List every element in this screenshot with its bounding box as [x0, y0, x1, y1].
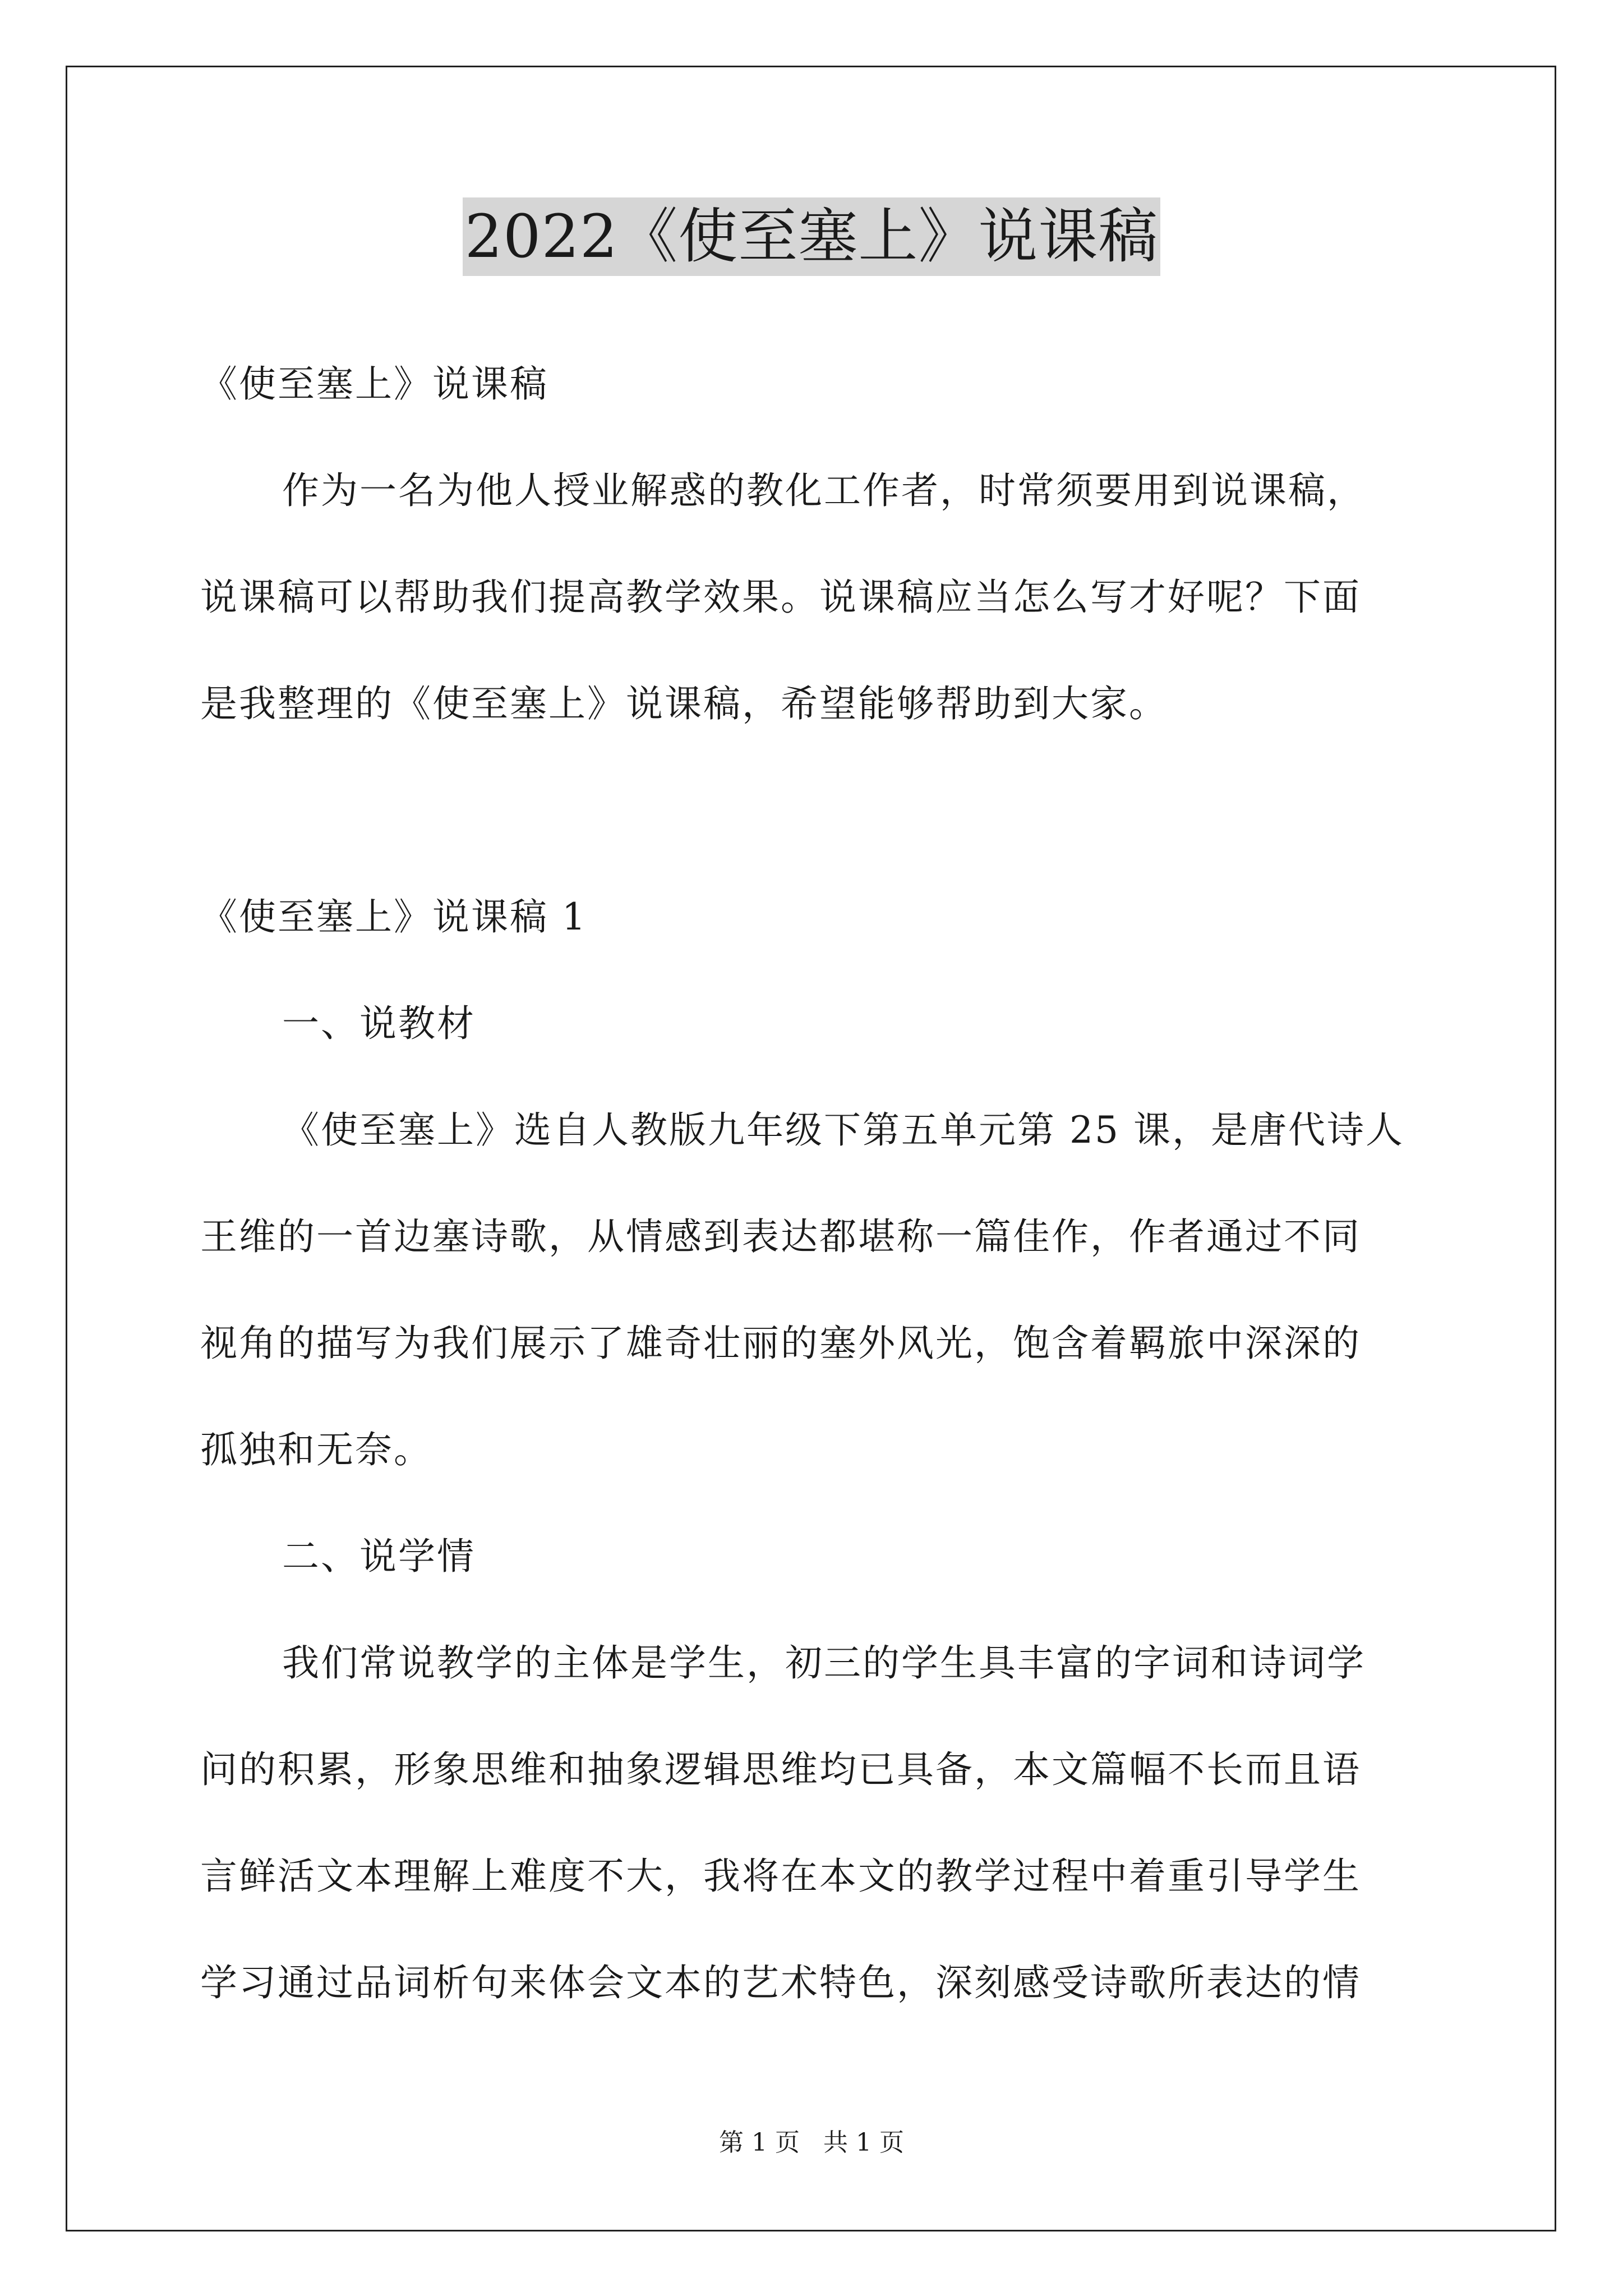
document-body: [200, 331, 1423, 2036]
part1-line-4: 孤独和无奈。: [200, 1428, 432, 1471]
page-footer: 第 1 页 共 1 页: [719, 2128, 904, 2157]
part1-heading: 一、说教材: [282, 1002, 476, 1045]
document-title: 2022《使至塞上》说课稿: [463, 197, 1161, 276]
spacer: [200, 757, 1423, 864]
title-container: [0, 197, 1623, 276]
part2-line-1: 我们常说教学的主体是学生，初三的学生具丰富的字词和诗词学: [282, 1641, 1366, 1685]
intro-line-1: 作为一名为他人授业解惑的教化工作者，时常须要用到说课稿，: [282, 469, 1366, 512]
part2-line-3: 言鲜活文本理解上难度不大，我将在本文的教学过程中着重引导学生: [200, 1855, 1361, 1898]
section-heading-1: 《使至塞上》说课稿 1: [200, 895, 587, 938]
part2-line-2: 问的积累，形象思维和抽象逻辑思维均已具备，本文篇幅不长而且语: [200, 1748, 1361, 1791]
intro-line-3: 是我整理的《使至塞上》说课稿，希望能够帮助到大家。: [200, 682, 1168, 725]
intro-line-2: 说课稿可以帮助我们提高教学效果。说课稿应当怎么写才好呢？下面: [200, 576, 1361, 619]
document-subtitle: 《使至塞上》说课稿: [200, 362, 548, 406]
part1-line-1: 《使至塞上》选自人教版九年级下第五单元第 25 课，是唐代诗人: [282, 1108, 1404, 1152]
part1-line-2: 王维的一首边塞诗歌，从情感到表达都堪称一篇佳作，作者通过不同: [200, 1215, 1361, 1258]
part2-line-4: 学习通过品词析句来体会文本的艺术特色，深刻感受诗歌所表达的情: [200, 1961, 1361, 2004]
part2-heading: 二、说学情: [282, 1535, 476, 1578]
part1-line-3: 视角的描写为我们展示了雄奇壮丽的塞外风光，饱含着羁旅中深深的: [200, 1322, 1361, 1365]
